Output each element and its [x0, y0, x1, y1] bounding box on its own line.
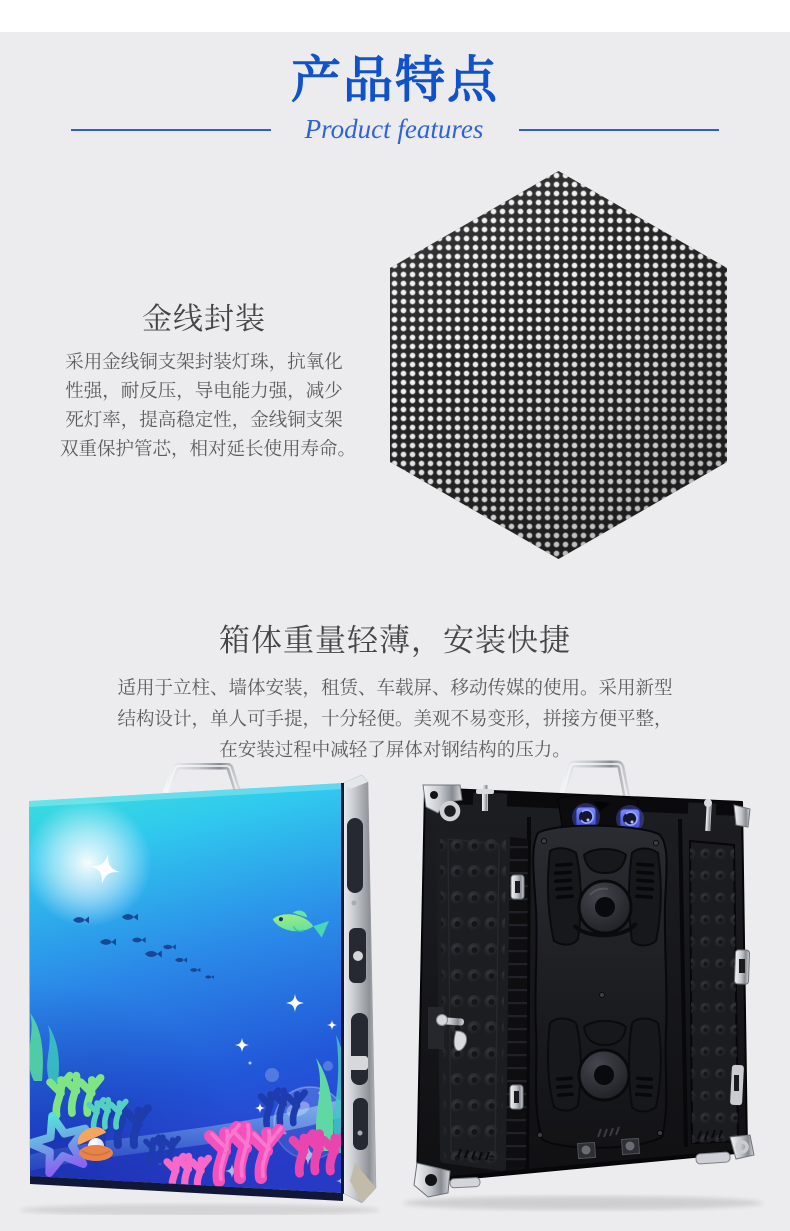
center-back-plate — [533, 826, 666, 1148]
cabinet-shadow — [403, 1196, 763, 1210]
feature-gold-wire — [60, 294, 357, 463]
feature-heading: 金线封装 — [142, 303, 266, 336]
section-header — [0, 50, 790, 145]
panel-back-illustration — [398, 755, 783, 1220]
led-module-hexagon-photo — [390, 171, 727, 559]
page-title: 产品特点 — [291, 52, 499, 108]
panel-seam — [341, 783, 344, 1194]
page-subtitle: Product features — [304, 114, 484, 144]
panel-handle — [166, 766, 238, 793]
led-panel-back-photo — [398, 755, 783, 1220]
feature-cabinet — [0, 615, 790, 765]
feature-paragraph: 采用金线铜支架封装灯珠，抗氧化 性强，耐反压，导电能力强，减少 死灯率，提高稳定性，金线铜支架 双重保护管芯，相对延长使用寿命。 — [60, 351, 357, 459]
divider-right — [519, 129, 719, 131]
panel-front-illustration — [10, 763, 380, 1215]
panel-shadow — [20, 1204, 380, 1215]
divider-left — [71, 129, 271, 131]
panel-side-profile — [343, 775, 376, 1203]
led-panel-front-photo — [10, 763, 380, 1215]
feature-heading: 箱体重量轻薄，安装快捷 — [219, 623, 571, 658]
feature-paragraph: 适用于立柱、墙体安装，租赁、车载屏、移动传媒的使用。采用新型 结构设计，单人可手提，十分轻便。美观不易变形，拼接方便平整， 在安装过程中减轻了屏体对钢结构的压力。 — [117, 677, 673, 760]
screen-face-underwater-scene — [10, 763, 380, 1215]
top-white-band — [0, 0, 790, 32]
subtitle-row — [0, 114, 790, 145]
